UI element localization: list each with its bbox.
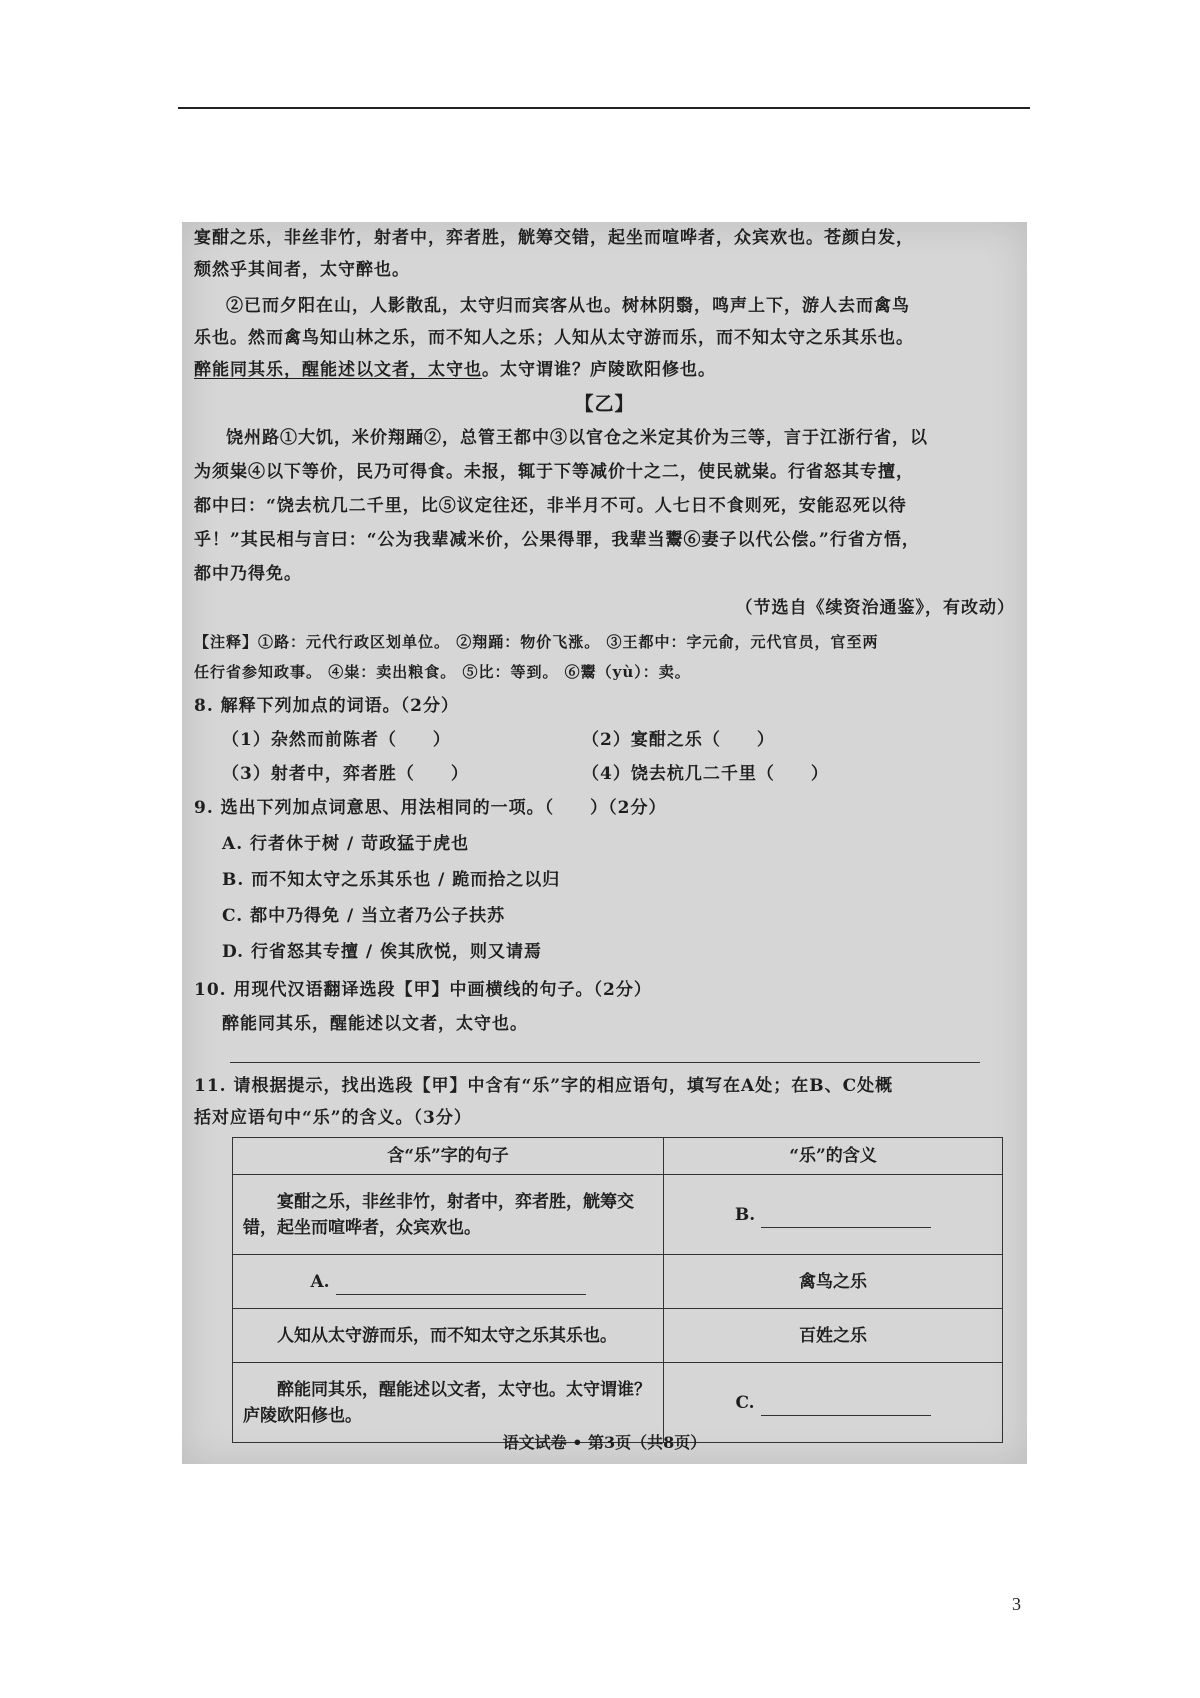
scanned-exam-page [182, 222, 1027, 1464]
notes-line: 任行省参知政事。 ④粜：卖出粮食。 ⑤比：等到。 ⑥鬻（yù）：卖。 [194, 663, 691, 681]
question-9-stem: 9. 选出下列加点词意思、用法相同的一项。（ ）（2分） [194, 798, 667, 818]
answer-cell-c[interactable]: C. [664, 1363, 1003, 1443]
passage-yi-line: 为须粜④以下等价，民乃可得食。未报，辄于下等减价十之二，使民就粜。行省怒其专擅， [194, 462, 914, 482]
question-10-sentence: 醉能同其乐，醒能述以文者，太守也。 [222, 1014, 528, 1034]
passage-yi-line: 饶州路①大饥，米价翔踊②，总管王都中③以官仓之米定其价为三等，言于江浙行省，以 [226, 428, 928, 448]
table-cell: 禽鸟之乐 [664, 1255, 1003, 1309]
question-8-item: （4）饶去杭几二千里（ ） [582, 764, 829, 784]
answer-cell-a[interactable]: A. [233, 1255, 664, 1309]
passage-jia-line: 颓然乎其间者，太守醉也。 [194, 260, 410, 280]
question-11-table [232, 1137, 1003, 1443]
blank-b[interactable] [761, 1207, 931, 1228]
table-header: 含“乐”字的句子 [233, 1138, 664, 1175]
question-11-stem: 11. 请根据提示，找出选段【甲】中含有“乐”字的相应语句，填写在A处；在B、C处概 [194, 1076, 894, 1096]
answer-cell-b[interactable]: B. [664, 1175, 1003, 1255]
answer-line[interactable] [230, 1062, 980, 1063]
header-rule [178, 107, 1030, 109]
question-10-stem: 10. 用现代汉语翻译选段【甲】中画横线的句子。（2分） [194, 980, 652, 1000]
question-8-stem: 8. 解释下列加点的词语。（2分） [194, 696, 459, 716]
question-8-item: （1）杂然而前陈者（ ） [222, 730, 451, 750]
table-cell: 百姓之乐 [664, 1309, 1003, 1363]
question-8-item: （2）宴酣之乐（ ） [582, 730, 775, 750]
page-number: 3 [1012, 1594, 1021, 1614]
scan-footer: 语文试卷 • 第3页（共8页） [502, 1433, 707, 1452]
question-9-option: A. 行者休于树 / 苛政猛于虎也 [222, 834, 470, 854]
passage-jia-line: ②已而夕阳在山，人影散乱，太守归而宾客从也。树林阴翳，鸣声上下，游人去而禽鸟 [226, 296, 910, 316]
table-cell: 人知从太守游而乐，而不知太守之乐其乐也。 [233, 1309, 664, 1363]
blank-c[interactable] [761, 1395, 931, 1416]
passage-yi-line: 都中乃得免。 [194, 564, 302, 584]
passage-jia-line: 宴酣之乐，非丝非竹，射者中，弈者胜，觥筹交错，起坐而喧哗者，众宾欢也。苍颜白发， [194, 228, 914, 248]
table-cell: 醉能同其乐，醒能述以文者，太守也。太守谓谁？庐陵欧阳修也。 [233, 1363, 664, 1443]
question-8-item: （3）射者中，弈者胜（ ） [222, 764, 469, 784]
passage-yi-line: 乎！”其民相与言曰：“公为我辈减米价，公果得罪，我辈当鬻⑥妻子以代公偿。”行省方悟， [194, 530, 920, 550]
passage-yi-title: 【乙】 [574, 393, 635, 415]
passage-jia-line: 乐也。然而禽鸟知山林之乐，而不知人之乐；人知从太守游而乐，而不知太守之乐其乐也。 [194, 328, 914, 348]
question-9-option: B. 而不知太守之乐其乐也 / 跪而拾之以归 [222, 870, 561, 890]
underlined-sentence: 醉能同其乐，醒能述以文者，太守也 [194, 360, 482, 380]
passage-yi-line: 都中曰：“饶去杭几二千里，比⑤议定往还，非半月不可。人七日不食则死，安能忍死以待 [194, 496, 907, 516]
passage-source: （节选自《续资治通鉴》，有改动） [735, 598, 1015, 618]
question-9-option: D. 行省怒其专擅 / 俟其欣悦，则又请焉 [222, 942, 543, 962]
blank-a[interactable] [336, 1274, 586, 1295]
passage-jia-line: 醉能同其乐，醒能述以文者，太守也。太守谓谁？庐陵欧阳修也。 [194, 360, 716, 380]
table-cell: 宴酣之乐，非丝非竹，射者中，弈者胜，觥筹交错，起坐而喧哗者，众宾欢也。 [233, 1175, 664, 1255]
question-11-stem: 括对应语句中“乐”的含义。（3分） [194, 1108, 472, 1128]
notes-line: 【注释】①路：元代行政区划单位。 ②翔踊：物价飞涨。 ③王都中：字元俞，元代官员，官至两 [194, 633, 879, 651]
table-header: “乐”的含义 [664, 1138, 1003, 1175]
question-9-option: C. 都中乃得免 / 当立者乃公子扶苏 [222, 906, 506, 926]
